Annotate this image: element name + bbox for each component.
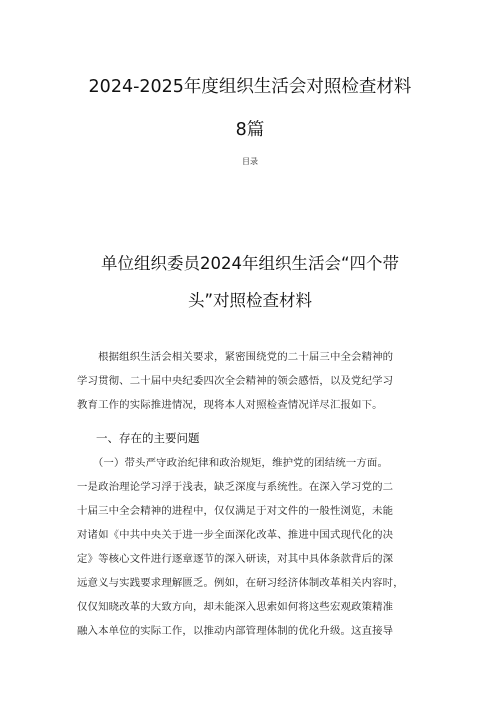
table-of-contents-label[interactable]: 目录 (242, 157, 258, 166)
body-paragraph-line: 十届三中全会精神的进程中，仅仅满足于对文件的一般性浏览，未能 (77, 505, 394, 517)
body-paragraph-line: 定》等核心文件进行逐章逐节的深入研读，对其中具体条款背后的深 (77, 553, 394, 565)
document-title: 2024-2025年度组织生活会对照检查材料 (88, 77, 412, 97)
intro-paragraph-line: 教育工作的实际推进情况，现将本人对照检查情况详尽汇报如下。 (77, 399, 383, 411)
section-heading: 一、存在的主要问题 (96, 431, 200, 445)
body-paragraph-line: 仅仅知晓改革的大致方向，却未能深入思索如何将这些宏观政策精准 (77, 601, 394, 613)
intro-paragraph-line: 学习贯彻、二十届中央纪委四次全会精神的领会感悟，以及党纪学习 (77, 375, 394, 387)
body-paragraph-line: 融入本单位的实际工作，以推动内部管理体制的优化升级。这直接导 (77, 625, 394, 637)
body-paragraph-line: 一是政治理论学习浮于浅表，缺乏深度与系统性。在深入学习党的二 (77, 481, 394, 493)
section-title: 单位组织委员2024年组织生活会“四个带 (100, 254, 400, 273)
document-title-count: 8篇 (235, 120, 265, 140)
section-title-continued: 头”对照检查材料 (187, 291, 313, 310)
body-paragraph-line: （一）带头严守政治纪律和政治规矩，维护党的团结统一方面。 (77, 457, 389, 469)
body-paragraph-line: 对诸如《中共中央关于进一步全面深化改革、推进中国式现代化的决 (77, 529, 394, 541)
intro-paragraph-line: 根据组织生活会相关要求，紧密围绕党的二十届三中全会精神的 (77, 351, 394, 363)
body-paragraph-line: 远意义与实践要求理解匮乏。例如，在研习经济体制改革相关内容时， (77, 577, 404, 589)
